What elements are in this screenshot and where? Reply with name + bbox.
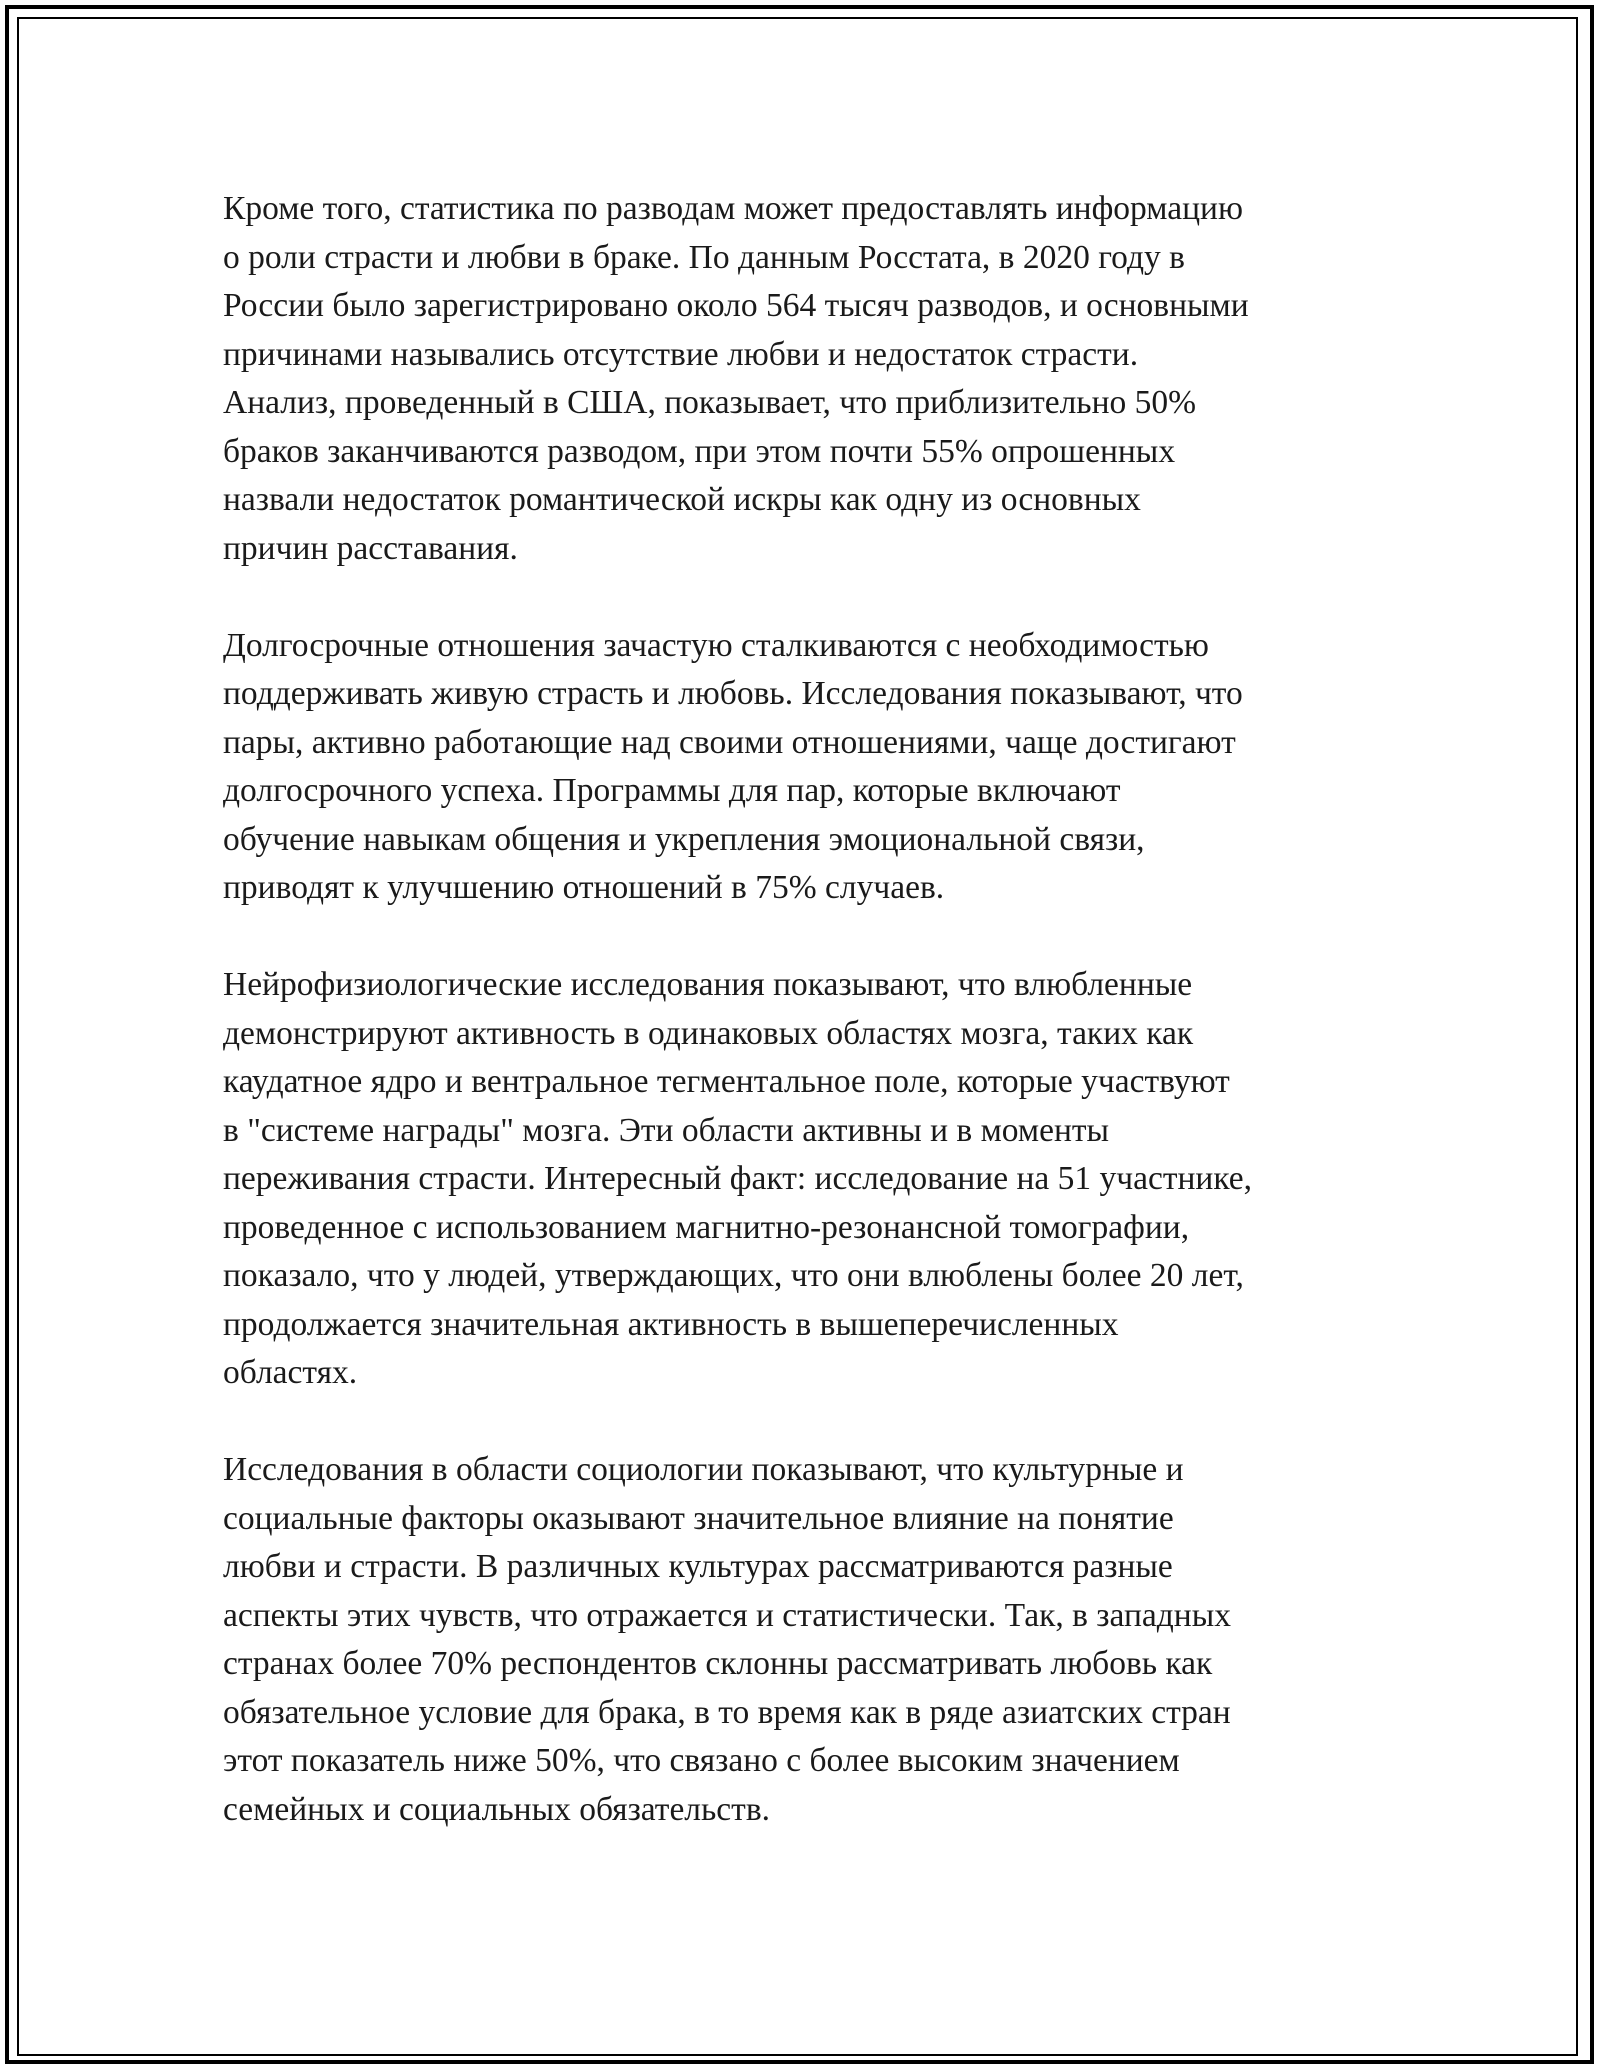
text-line: Кроме того, статистика по разводам может предоставлять информацию bbox=[223, 190, 1243, 227]
text-line: браков заканчиваются разводом, при этом почти 55% опрошенных bbox=[223, 432, 1176, 470]
text-line: социальные факторы оказывают значительное влияние на понятие bbox=[223, 1499, 1174, 1537]
text-line: проведенное с использованием магнитно-резонансной томографии, bbox=[223, 1208, 1190, 1246]
text-line: этот показатель ниже 50%, что связано с более высоким значением bbox=[223, 1742, 1180, 1779]
document-body bbox=[223, 185, 1398, 1883]
paragraph-divorce-statistics bbox=[223, 185, 1398, 573]
text-line: о роли страсти и любви в браке. По данным Росстата, в 2020 году в bbox=[223, 238, 1185, 276]
text-line: долгосрочного успеха. Программы для пар, которые включают bbox=[223, 772, 1121, 809]
text-line: причинами назывались отсутствие любви и недостаток страсти. bbox=[223, 335, 1139, 373]
text-line: Долгосрочные отношения зачастую сталкиваются с необходимостью bbox=[223, 626, 1209, 664]
text-line: демонстрируют активность в одинаковых областях мозга, таких как bbox=[223, 1014, 1194, 1052]
text-line: поддерживать живую страсть и любовь. Исследования показывают, что bbox=[223, 675, 1243, 712]
paragraph-long-term-relationships bbox=[223, 622, 1398, 913]
text-line: Нейрофизиологические исследования показывают, что влюбленные bbox=[223, 966, 1193, 1003]
text-line: каудатное ядро и вентральное тегментальное поле, которые участвуют bbox=[223, 1063, 1230, 1100]
text-line: продолжается значительная активность в вышеперечисленных bbox=[223, 1305, 1119, 1343]
text-line: любви и страсти. В различных культурах рассматриваются разные bbox=[223, 1548, 1173, 1585]
text-line: Исследования в области социологии показывают, что культурные и bbox=[223, 1451, 1184, 1488]
text-line: областях. bbox=[223, 1354, 358, 1391]
text-line: показало, что у людей, утверждающих, что они влюблены более 20 лет, bbox=[223, 1257, 1244, 1294]
text-line: аспекты этих чувств, что отражается и статистически. Так, в западных bbox=[223, 1596, 1231, 1634]
text-line: обучение навыкам общения и укрепления эмоциональной связи, bbox=[223, 820, 1145, 858]
text-line: приводят к улучшению отношений в 75% случаев. bbox=[223, 869, 945, 906]
paragraph-neurophysiology bbox=[223, 961, 1398, 1398]
text-line: России было зарегистрировано около 564 тысяч разводов, и основными bbox=[223, 287, 1249, 324]
text-line: назвали недостаток романтической искры как одну из основных bbox=[223, 481, 1141, 518]
text-line: причин расставания. bbox=[223, 529, 518, 567]
text-line: Анализ, проведенный в США, показывает, что приблизительно 50% bbox=[223, 384, 1197, 421]
text-line: переживания страсти. Интересный факт: исследование на 51 участнике, bbox=[223, 1160, 1253, 1197]
text-line: странах более 70% респондентов склонны рассматривать любовь как bbox=[223, 1645, 1213, 1682]
text-line: обязательное условие для брака, в то время как в ряде азиатских стран bbox=[223, 1693, 1231, 1731]
paragraph-sociology bbox=[223, 1446, 1398, 1834]
text-line: в "системе награды" мозга. Эти области активны и в моменты bbox=[223, 1111, 1110, 1149]
text-line: пары, активно работающие над своими отношениями, чаще достигают bbox=[223, 723, 1236, 761]
text-line: семейных и социальных обязательств. bbox=[223, 1790, 771, 1828]
